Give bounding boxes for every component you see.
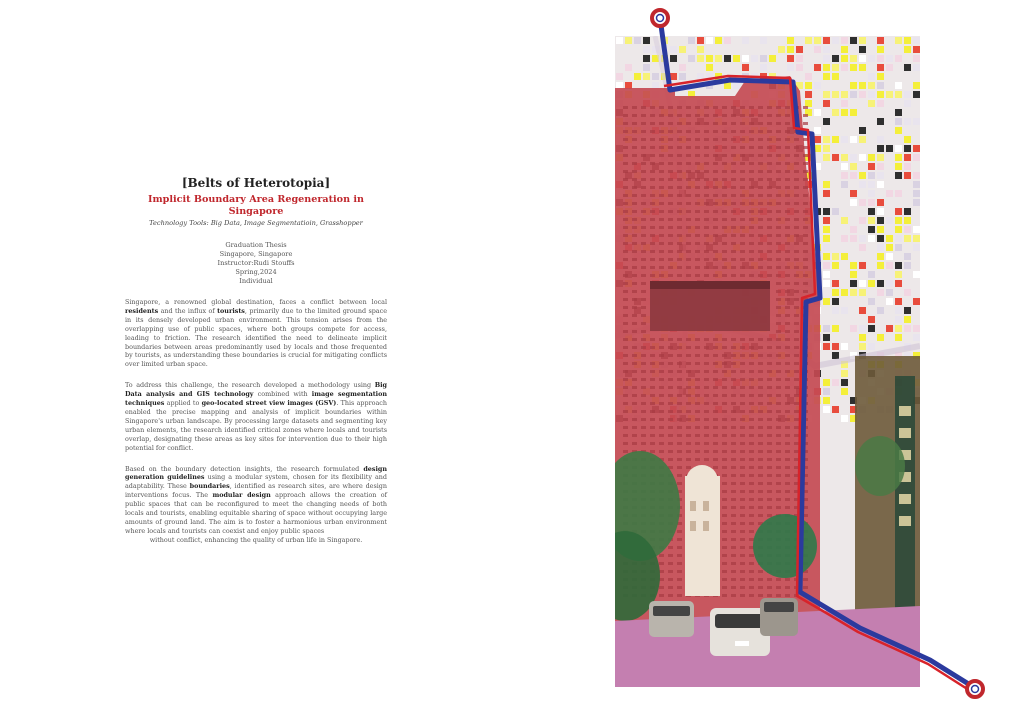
- text-run: , primarily due to the limited ground space in its densely developed urban environment. This tension arises from the overlapping use of public spaces, where both groups compete for access, leading to friction. The research identified the need to delineate implicit boundaries between areas predominantly used by locals and those frequented by tourists, as understanding these boundaries is crucial for mitigating conflicts over limited urban space.: [125, 306, 387, 369]
- highlight-term: residents: [125, 306, 159, 315]
- meta-type: Graduation Thesis: [225, 241, 287, 249]
- description-body: [125, 298, 387, 545]
- text-run: using a modular system, chosen for its flexibility and adaptability. These: [125, 473, 387, 491]
- highlight-term: modular design: [212, 491, 271, 500]
- project-title: [Belts of Heterotopia]: [181, 176, 331, 190]
- text-run: Singapore, a renowned global destination, faces a conflict between local: [125, 298, 387, 306]
- highlight-term: design generation guidelines: [125, 464, 387, 482]
- text-run: approach allows the creation of public spaces that can be reconfigured to meet the changing needs of both locals and tourists, enabling equitable sharing of space without occupying large amounts of ground land. The aim is to foster a harmonious urban environment where locals and tourists can coexist and enjoy public spaces: [125, 491, 388, 535]
- project-subtitle: Implicit Boundary Area Regeneration in Singapore: [147, 194, 365, 217]
- text-run: and the influx of: [158, 306, 218, 315]
- tree-center: [753, 514, 817, 578]
- text-run: combined with: [253, 390, 312, 399]
- highlight-term: geo-located street view images (GSV): [201, 399, 337, 408]
- paragraph-2: [125, 381, 387, 452]
- paragraph-1: [125, 298, 387, 369]
- text-run: , identified as research sites, are where design interventions focus. The: [125, 482, 387, 500]
- text-run: Based on the boundary detection insights, the research formulated: [125, 464, 364, 473]
- collage-svg: [615, 36, 920, 687]
- highlight-term: Big Data analysis and GIS technology: [125, 381, 387, 399]
- meta-instructor: Instructor:Rudi Stouffs: [217, 259, 295, 267]
- meta-location: Singapore, Singapore: [219, 250, 293, 258]
- text-run: To address this challenge, the research developed a methodology using: [125, 381, 375, 390]
- project-meta: [125, 241, 387, 286]
- meta-mode: Individual: [239, 277, 273, 285]
- collage-illustration: [615, 36, 920, 687]
- text-column: [125, 175, 387, 545]
- text-run: applied to: [164, 399, 202, 408]
- technology-tools: Technology Tools: Big Data, Image Segmentatioin, Grasshopper: [149, 219, 363, 227]
- highlight-term: tourists: [217, 306, 245, 315]
- text-run: . This approach enabled the precise mapping and analysis of implicit boundaries within Singapore's urban landscape. By processing large datasets and segmenting key urban elements, the research identified critical zones where locals and tourists overlap, designating these areas as key sites for intervention due to their high potential for conflict.: [125, 399, 388, 452]
- text-run: without conflict, enhancing the quality of urban life in Singapore.: [149, 535, 363, 544]
- highlight-term: boundaries: [189, 482, 230, 491]
- paragraph-3: [125, 465, 387, 545]
- meta-term: Spring,2024: [235, 268, 277, 276]
- highlight-term: image segmentation techniques: [125, 390, 387, 408]
- boundary-end-marker: [967, 681, 983, 697]
- boundary-start-marker: [652, 10, 668, 26]
